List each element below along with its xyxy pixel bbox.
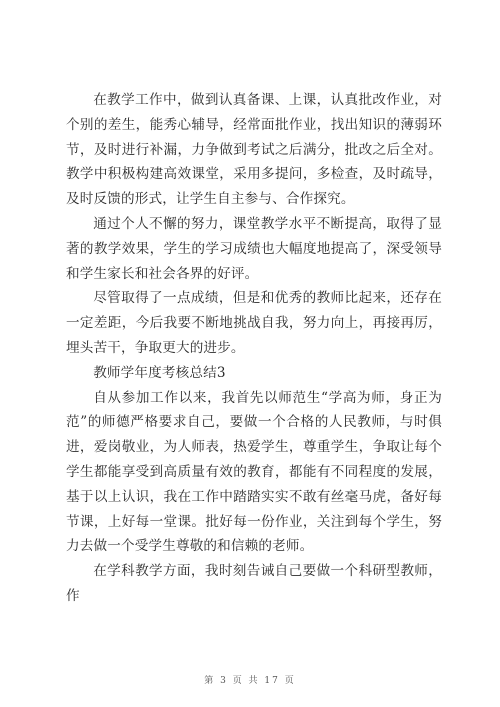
paragraph: 在教学工作中，做到认真备课、上课，认真批改作业，对个别的差生，能秀心辅导，经常面批作业，找出知识的薄弱环节，及时进行补漏，力争做到考试之后满分，批改之后全对。教学中积极构建高效课堂，采用多提问，多检查，及时疏导，及时反馈的形式，让学生自主参与、合作探究。: [66, 92, 442, 208]
paragraph: 在学科教学方面，我时刻告诫自己要做一个科研型教师，作: [66, 563, 442, 604]
paragraph: 通过个人不懈的努力，课堂教学水平不断提高，取得了显著的教学效果，学生的学习成绩也大幅度地提高了，深受领导和学生家长和社会各界的好评。: [66, 215, 442, 282]
paragraph: 自从参加工作以来，我首先以师范生“学高为师，身正为范”的师德严格要求自己，要做一个合格的人民教师，与时俱进，爱岗敬业，为人师表，热爱学生，尊重学生，争取让每个学生都能享受到高质量有效的教育，都能有不同程度的发展，基于以上认识，我在工作中踏踏实实不敢有丝毫马虎，备好每节课，上好每一堂课。批好每一份作业，关注到每个学生，努力去做一个受学生尊敬的和信赖的老师。: [66, 389, 442, 555]
section-heading: 教师学年度考核总结3: [93, 364, 226, 381]
paragraph: 尽管取得了一点成绩，但是和优秀的教师比起来，还存在一定差距，今后我要不断地挑战自我，努力向上，再接再厉，埋头苦干，争取更大的进步。: [66, 290, 442, 356]
document-body: [66, 88, 442, 609]
page-number-footer: 第 3 页 共 17 页: [204, 676, 296, 686]
